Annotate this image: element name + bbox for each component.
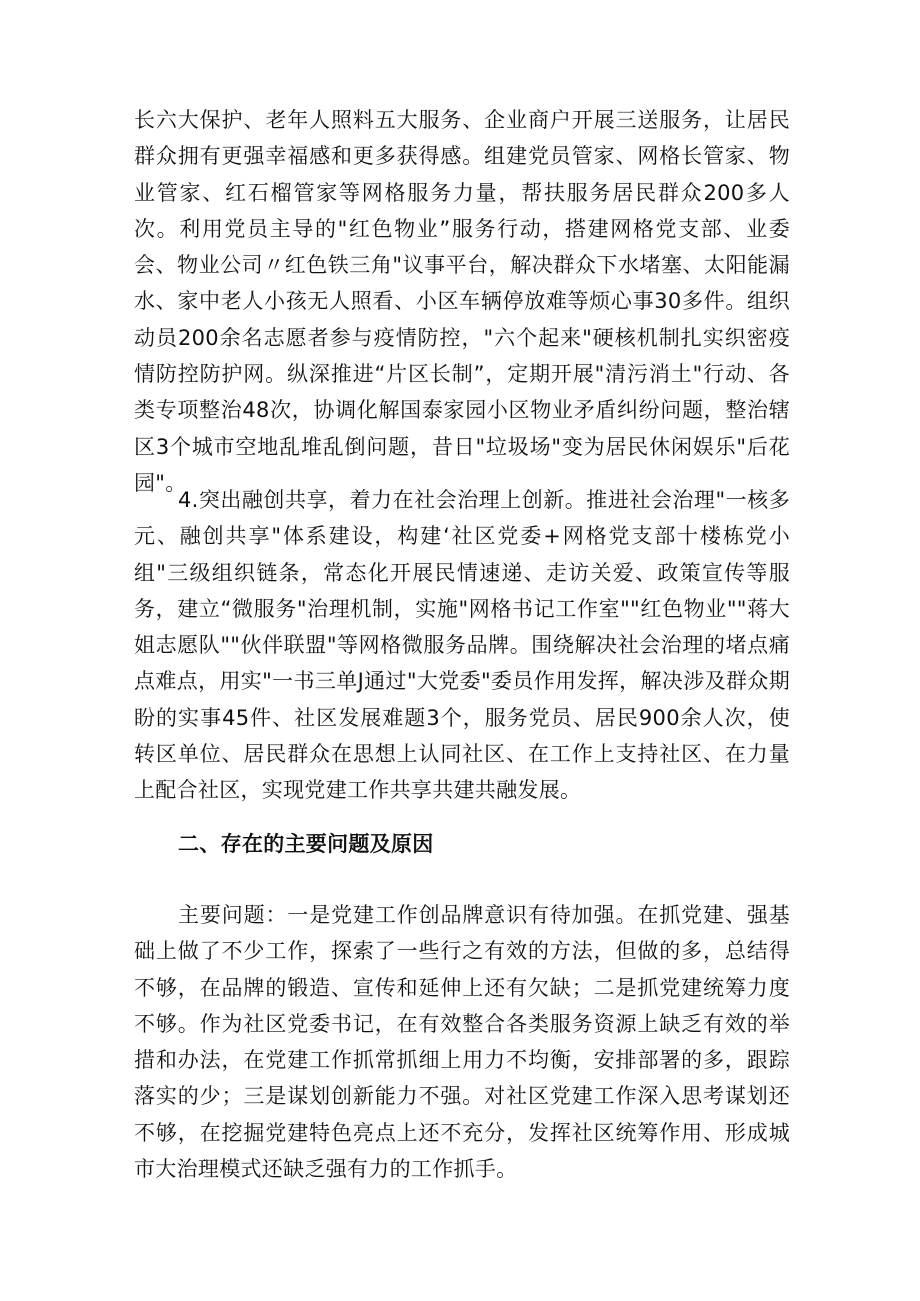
paragraph-service-achievements: 长六大保护、老年人照料五大服务、企业商户开展三送服务，让居民群众拥有更强幸福感和更多获得感。组建党员管家、网格长管家、物业管家、红石榴管家等网格服务力量，帮扶服务居民群众200多人次。利用党员主导的"红色物业”服务行动，搭建网格党支部、业委会、物业公司〃红色铁三角"议事平台，解决群众下水堵塞、太阳能漏水、家中老人小孩无人照看、小区车辆停放难等烦心事30多件。组织动员200余名志愿者参与疫情防控，"六个起来"硬核机制扎实织密疫情防控防护网。纵深推进“片区长制”，定期开展"清污消土"行动、各类专项整治48次，协调化解国泰家园小区物业矛盾纠纷问题，整治辖区3个城市空地乱堆乱倒问题，昔日"垃圾场"变为居民休闲娱乐"后花园"。	[134, 108, 790, 495]
paragraph-main-problems: 主要问题：一是党建工作创品牌意识有待加强。在抓党建、强基础上做了不少工作，探索了一些行之有效的方法，但做的多，总结得不够，在品牌的锻造、宣传和延伸上还有欠缺；二是抓党建统筹力度不够。作为社区党委书记，在有效整合各类服务资源上缺乏有效的举措和办法，在党建工作抓常抓细上用力不均衡，安排部署的多，跟踪落实的少；三是谋划创新能力不强。对社区党建工作深入思考谋划还不够，在挖掘党建特色亮点上还不充分，发挥社区统筹作用、形成城市大治理模式还缺乏强有力的工作抓手。	[134, 903, 790, 1182]
paragraph-social-governance: 4.突出融创共享，着力在社会治理上创新。推进社会治理"一核多元、融创共享"体系建设，构建‘社区党委+网格党支部十楼栋党小组"三级组织链条，常态化开展民情速递、走访关爱、政策宣传等服务，建立“微服务"治理机制，实施"网格书记工作室""红色物业""蒋大姐志愿队""伙伴联盟"等网格微服务品牌。围绕解决社会治理的堵点痛点难点，用实"一书三单J通过"大党委"委员作用发挥，解决涉及群众期盼的实事45件、社区发展难题3个，服务党员、居民900余人次，使转区单位、居民群众在思想上认同社区、在工作上支持社区、在力量上配合社区，实现党建工作共享共建共融发展。	[134, 488, 790, 803]
section-heading-problems: 二、存在的主要问题及原因	[178, 832, 434, 856]
